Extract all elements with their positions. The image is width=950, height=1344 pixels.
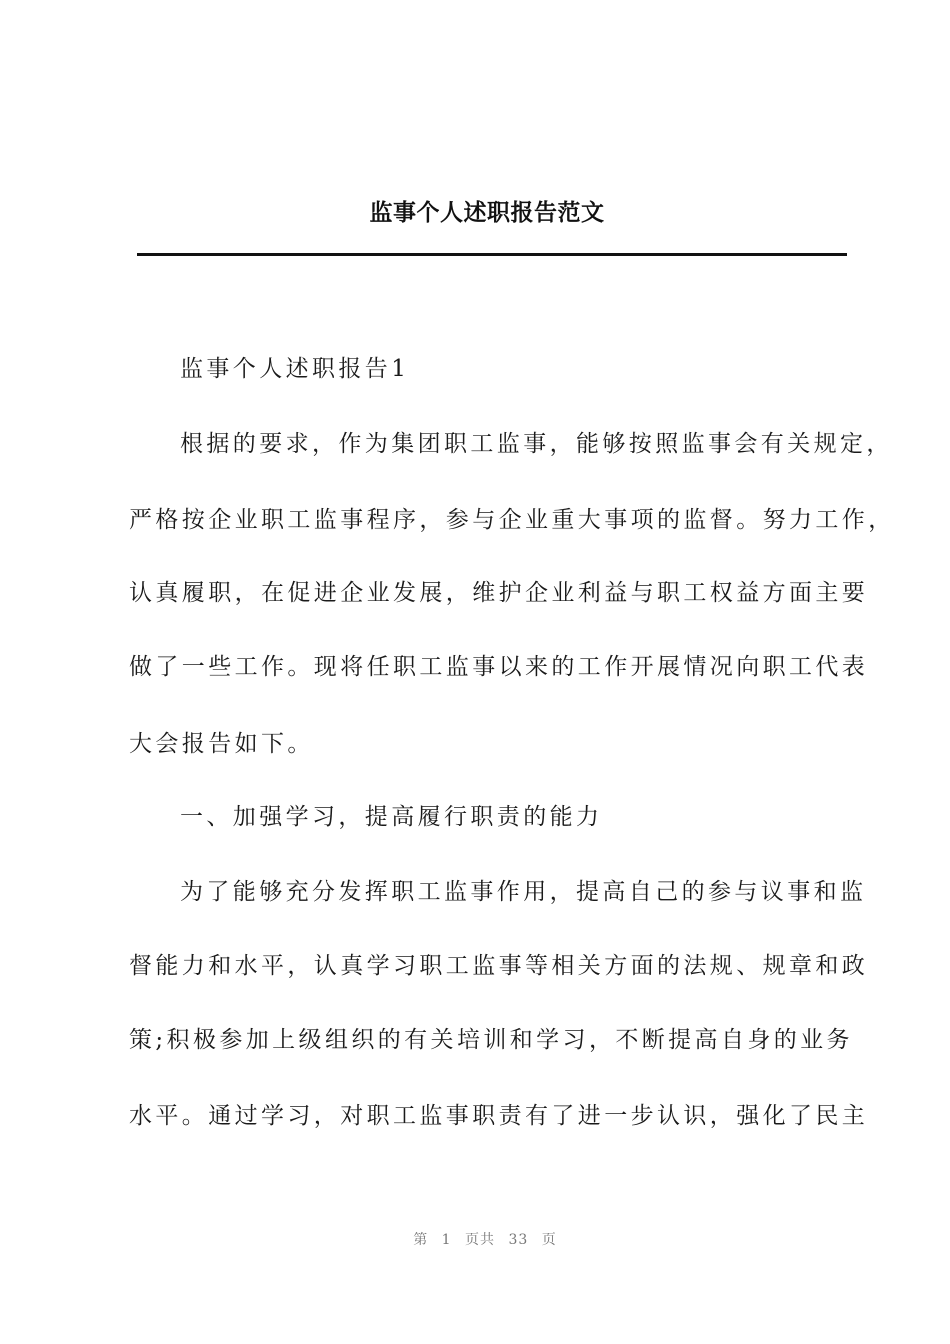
paragraph-line: 为了能够充分发挥职工监事作用，提高自己的参与议事和监 bbox=[180, 879, 867, 905]
subsection-heading: 一、加强学习，提高履行职责的能力 bbox=[180, 804, 603, 830]
paragraph-line: 策;积极参加上级组织的有关培训和学习，不断提高自身的业务 bbox=[129, 1027, 853, 1053]
paragraph-line: 水平。通过学习，对职工监事职责有了进一步认识，强化了民主 bbox=[129, 1103, 869, 1129]
paragraph-line: 根据的要求，作为集团职工监事，能够按照监事会有关规定， bbox=[180, 431, 893, 457]
document-title: 监事个人述职报告范文 bbox=[369, 199, 605, 226]
paragraph-line: 做了一些工作。现将任职工监事以来的工作开展情况向职工代表 bbox=[129, 654, 869, 680]
section-heading: 监事个人述职报告1 bbox=[180, 356, 410, 382]
title-underline bbox=[137, 253, 847, 256]
paragraph-line: 认真履职，在促进企业发展，维护企业利益与职工权益方面主要 bbox=[129, 580, 869, 606]
paragraph-line: 严格按企业职工监事程序，参与企业重大事项的监督。努力工作， bbox=[129, 507, 895, 533]
paragraph-line: 大会报告如下。 bbox=[129, 731, 314, 757]
page-number-footer: 第 1 页共 33 页 bbox=[413, 1232, 557, 1248]
paragraph-line: 督能力和水平，认真学习职工监事等相关方面的法规、规章和政 bbox=[129, 953, 869, 979]
